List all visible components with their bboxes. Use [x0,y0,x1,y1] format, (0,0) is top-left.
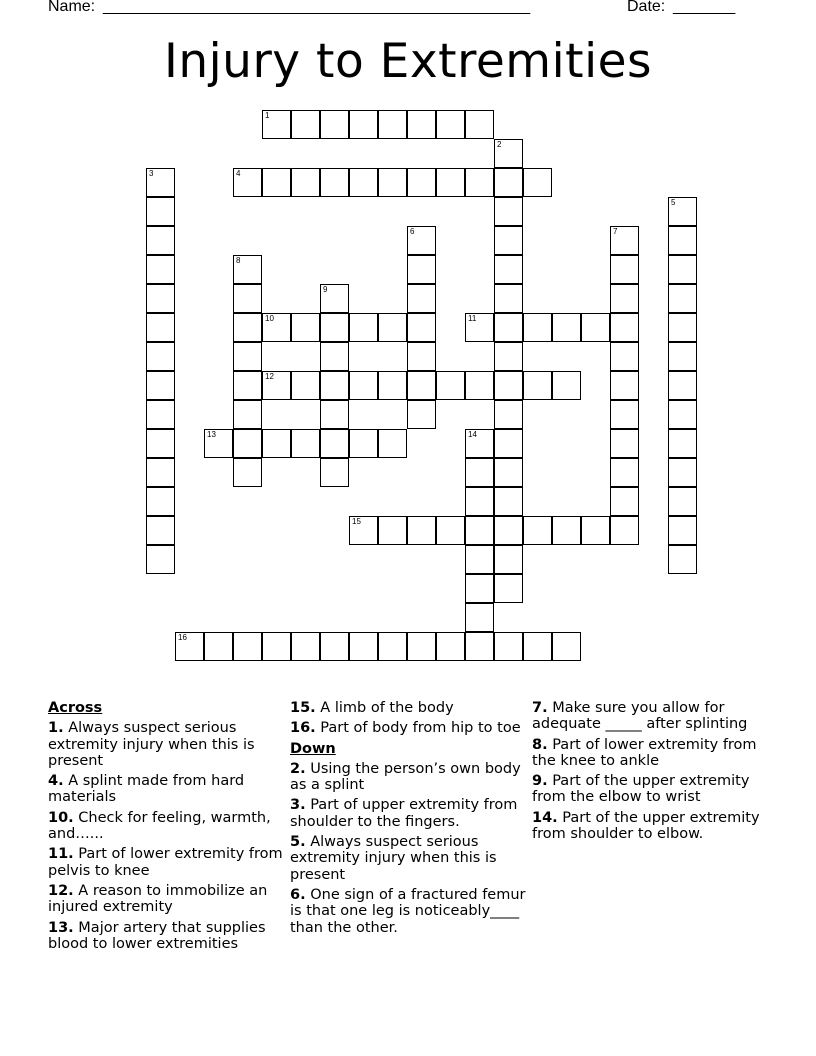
clue-down-3: 3. Part of upper extremity from shoulder to the fingers. [290,797,518,830]
grid-cell[interactable] [552,516,581,545]
grid-cell[interactable] [668,313,697,342]
grid-cell[interactable] [291,371,320,400]
grid-cell[interactable] [233,400,262,429]
clue-number: 4 [236,169,241,178]
grid-cell[interactable] [349,168,378,197]
grid-cell[interactable] [407,110,436,139]
grid-cell[interactable] [465,110,494,139]
grid-cell[interactable] [233,168,262,197]
grid-cell[interactable] [494,197,523,226]
grid-cell[interactable] [204,429,233,458]
grid-cell[interactable] [668,458,697,487]
grid-cell[interactable] [610,400,639,429]
grid-cell[interactable] [378,168,407,197]
grid-cell[interactable] [610,371,639,400]
grid-cell[interactable] [523,168,552,197]
clue-number: 8 [236,256,241,265]
grid-cell[interactable] [378,313,407,342]
clue-number: 5 [671,198,676,207]
grid-cell[interactable] [436,632,465,661]
clue-down-6: 6. One sign of a fractured femur is that one leg is noticeably____ than the other. [290,886,526,936]
grid-cell[interactable] [610,255,639,284]
clue-across-16: 16. Part of body from hip to toe [290,720,521,737]
grid-cell[interactable] [407,400,436,429]
grid-cell[interactable] [262,110,291,139]
grid-cell[interactable] [494,226,523,255]
grid-cell[interactable] [494,284,523,313]
clue-down-14: 14. Part of the upper extremity from shoulder to elbow. [532,809,760,843]
grid-cell[interactable] [378,429,407,458]
grid-cell[interactable] [668,226,697,255]
clue-number: 10 [265,314,274,323]
grid-cell[interactable] [233,429,262,458]
grid-cell[interactable] [175,632,204,661]
grid-cell[interactable] [146,545,175,574]
grid-cell[interactable] [494,516,523,545]
grid-cell[interactable] [552,371,581,400]
clue-number: 7 [613,227,618,236]
grid-cell[interactable] [407,168,436,197]
grid-cell[interactable] [668,545,697,574]
grid-cell[interactable] [610,226,639,255]
clue-number: 3 [149,169,154,178]
grid-cell[interactable] [233,458,262,487]
grid-cell[interactable] [610,342,639,371]
clue-across-12: 12. A reason to immobilize an injured extremity [48,882,268,916]
clue-across-4: 4. A splint made from hard materials [48,773,245,806]
grid-cell[interactable] [552,632,581,661]
name-line[interactable]: ________________________________________________ [103,0,531,15]
grid-cell[interactable] [146,255,175,284]
grid-cell[interactable] [494,313,523,342]
grid-cell[interactable] [320,284,349,313]
grid-cell[interactable] [465,632,494,661]
clue-across-13: 13. Major artery that supplies blood to lower extremities [48,919,266,952]
clue-down-8: 8. Part of lower extremity from the knee to ankle [532,736,757,769]
down-heading: Down [290,740,336,757]
grid-cell[interactable] [320,458,349,487]
grid-cell[interactable] [262,313,291,342]
grid-cell[interactable] [407,255,436,284]
grid-cell[interactable] [146,226,175,255]
grid-cell[interactable] [233,255,262,284]
grid-cell[interactable] [146,429,175,458]
grid-cell[interactable] [146,284,175,313]
clue-down-7: 7. Make sure you allow for adequate _____ after splinting [532,700,748,733]
grid-cell[interactable] [378,516,407,545]
grid-cell[interactable] [436,168,465,197]
grid-cell[interactable] [494,574,523,603]
grid-cell[interactable] [668,342,697,371]
grid-cell[interactable] [465,429,494,458]
grid-cell[interactable] [494,458,523,487]
grid-cell[interactable] [494,342,523,371]
clue-column-3 [532,700,768,846]
grid-cell[interactable] [233,284,262,313]
grid-cell[interactable] [436,371,465,400]
grid-cell[interactable] [494,632,523,661]
grid-cell[interactable] [465,516,494,545]
grid-cell[interactable] [146,313,175,342]
grid-cell[interactable] [494,168,523,197]
clue-number: 11 [468,314,477,323]
grid-cell[interactable] [233,342,262,371]
grid-cell[interactable] [407,632,436,661]
grid-cell[interactable] [610,284,639,313]
grid-cell[interactable] [465,603,494,632]
clue-column-1 [48,700,284,956]
grid-cell[interactable] [610,516,639,545]
clue-number: 16 [178,633,187,642]
grid-cell[interactable] [291,168,320,197]
clue-number: 15 [352,517,361,526]
clue-down-2: 2. Using the person’s own body as a splint [290,760,521,794]
grid-cell[interactable] [610,487,639,516]
grid-cell[interactable] [349,632,378,661]
grid-cell[interactable] [465,371,494,400]
grid-cell[interactable] [668,197,697,226]
clue-number: 14 [468,430,477,439]
grid-cell[interactable] [320,400,349,429]
clue-number: 1 [265,111,270,120]
grid-cell[interactable] [146,197,175,226]
grid-cell[interactable] [320,313,349,342]
grid-cell[interactable] [349,516,378,545]
grid-cell[interactable] [320,342,349,371]
grid-cell[interactable] [378,371,407,400]
across-heading: Across [48,700,103,716]
grid-cell[interactable] [465,168,494,197]
grid-cell[interactable] [262,168,291,197]
clue-number: 13 [207,430,216,439]
grid-cell[interactable] [407,342,436,371]
clue-number: 9 [323,285,328,294]
clue-number: 2 [497,140,502,149]
grid-cell[interactable] [668,487,697,516]
grid-cell[interactable] [494,255,523,284]
grid-cell[interactable] [523,516,552,545]
grid-cell[interactable] [407,371,436,400]
grid-cell[interactable] [291,429,320,458]
grid-cell[interactable] [233,371,262,400]
clue-number: 12 [265,372,274,381]
clue-across-15: 15. A limb of the body [290,700,454,716]
grid-cell[interactable] [262,429,291,458]
grid-cell[interactable] [262,632,291,661]
grid-cell[interactable] [465,545,494,574]
grid-cell[interactable] [465,574,494,603]
grid-cell[interactable] [494,139,523,168]
grid-cell[interactable] [465,487,494,516]
name-label: Name: [48,0,96,15]
grid-cell[interactable] [320,110,349,139]
grid-cell[interactable] [407,284,436,313]
grid-cell[interactable] [523,632,552,661]
grid-cell[interactable] [146,458,175,487]
grid-cell[interactable] [668,429,697,458]
grid-cell[interactable] [378,110,407,139]
grid-cell[interactable] [320,371,349,400]
grid-cell[interactable] [349,110,378,139]
grid-cell[interactable] [349,371,378,400]
grid-cell[interactable] [581,516,610,545]
grid-cell[interactable] [610,458,639,487]
clue-column-2 [290,700,526,940]
grid-cell[interactable] [146,516,175,545]
grid-cell[interactable] [146,342,175,371]
clue-across-11: 11. Part of lower extremity from pelvis to knee [48,846,283,879]
clue-across-10: 10. Check for feeling, warmth, and…... [48,809,271,843]
grid-cell[interactable] [552,313,581,342]
grid-cell[interactable] [407,226,436,255]
grid-cell[interactable] [523,371,552,400]
grid-cell[interactable] [523,313,552,342]
grid-cell[interactable] [146,487,175,516]
grid-cell[interactable] [668,371,697,400]
grid-cell[interactable] [407,313,436,342]
grid-cell[interactable] [465,313,494,342]
grid-cell[interactable] [320,429,349,458]
grid-cell[interactable] [668,516,697,545]
grid-cell[interactable] [494,487,523,516]
grid-cell[interactable] [494,545,523,574]
grid-cell[interactable] [291,313,320,342]
grid-cell[interactable] [407,516,436,545]
grid-cell[interactable] [610,429,639,458]
grid-cell[interactable] [349,313,378,342]
grid-cell[interactable] [320,168,349,197]
page-title: Injury to Extremities [163,34,653,89]
grid-cell[interactable] [610,313,639,342]
grid-cell[interactable] [668,400,697,429]
grid-cell[interactable] [262,371,291,400]
clue-down-5: 5. Always suspect serious extremity injury when this is present [290,834,497,883]
grid-cell[interactable] [668,255,697,284]
grid-cell[interactable] [349,429,378,458]
grid-cell[interactable] [146,168,175,197]
grid-cell[interactable] [291,110,320,139]
grid-cell[interactable] [291,632,320,661]
grid-cell[interactable] [233,632,262,661]
clue-number: 6 [410,227,415,236]
clue-across-1: 1. Always suspect serious extremity injury when this is present [48,720,255,769]
grid-cell[interactable] [668,284,697,313]
grid-cell[interactable] [494,429,523,458]
grid-cell[interactable] [146,400,175,429]
grid-cell[interactable] [494,400,523,429]
grid-cell[interactable] [320,632,349,661]
clue-down-9: 9. Part of the upper extremity from the elbow to wrist [532,773,750,806]
date-label: Date: [627,0,666,15]
grid-cell[interactable] [378,632,407,661]
grid-cell[interactable] [233,313,262,342]
grid-cell[interactable] [494,371,523,400]
grid-cell[interactable] [436,110,465,139]
grid-cell[interactable] [204,632,233,661]
grid-cell[interactable] [465,458,494,487]
grid-cell[interactable] [146,371,175,400]
grid-cell[interactable] [436,516,465,545]
grid-cell[interactable] [581,313,610,342]
date-line[interactable]: _______ [673,0,736,15]
